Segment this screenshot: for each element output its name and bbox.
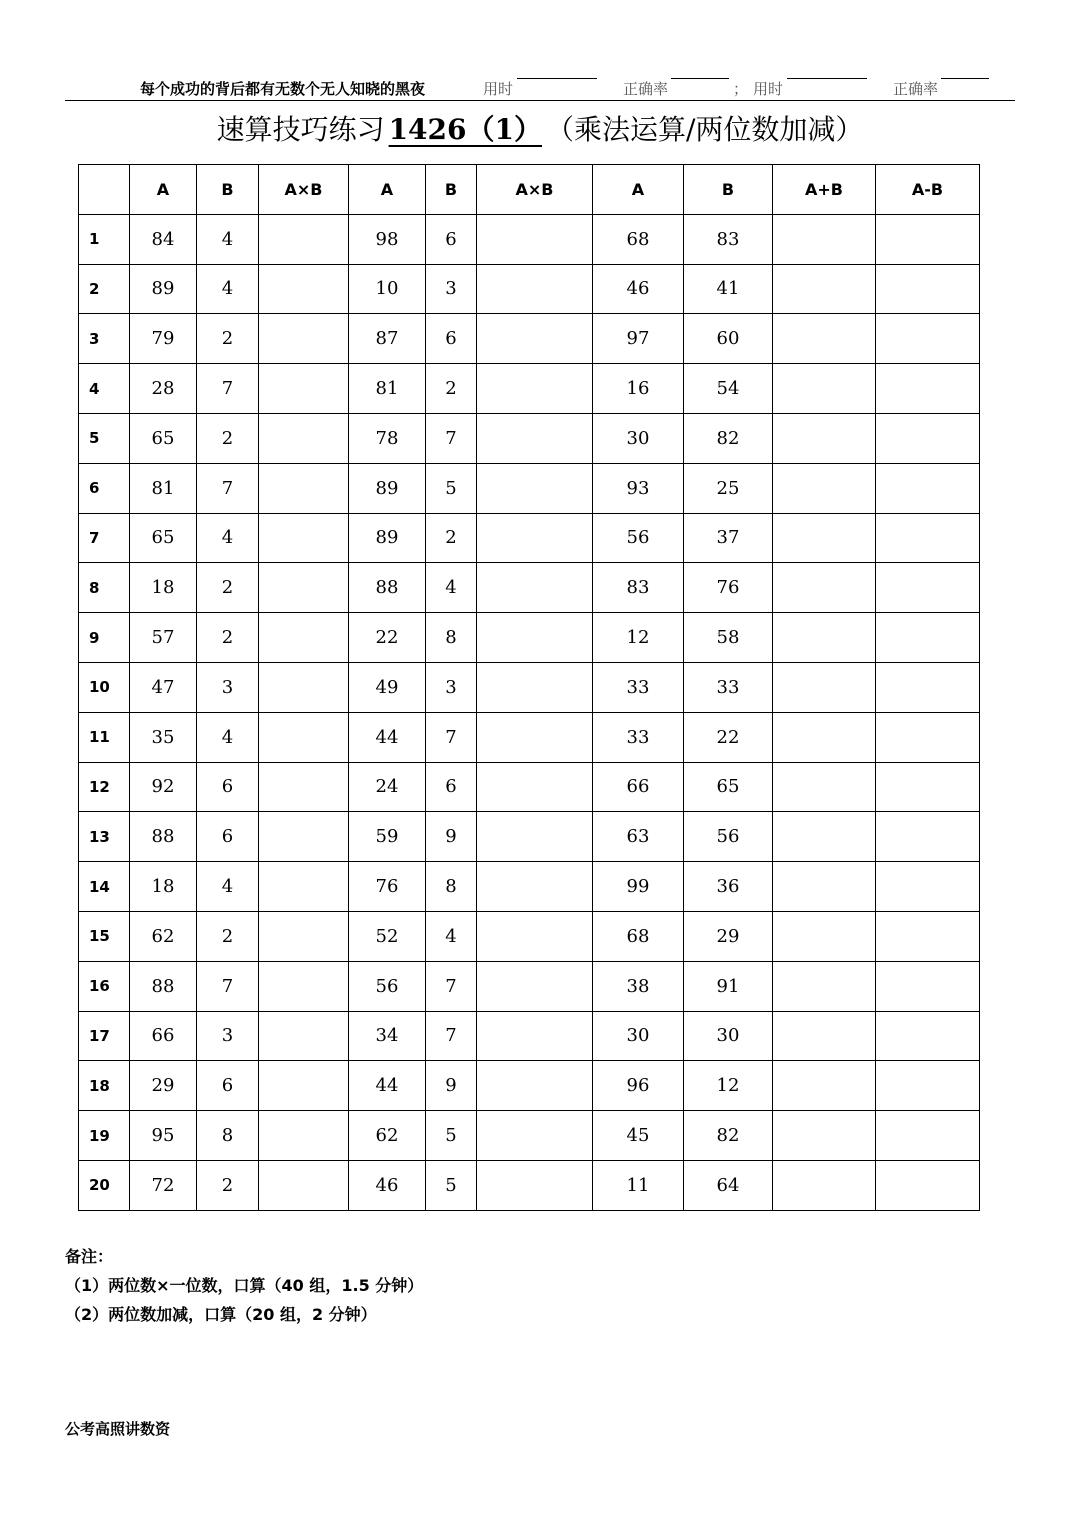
table-row	[79, 1160, 980, 1210]
table-row	[79, 712, 980, 762]
column-header: B	[426, 165, 477, 215]
operand-cell: 4	[197, 214, 259, 264]
operand-cell: 7	[426, 712, 477, 762]
answer-cell[interactable]	[773, 1111, 876, 1161]
column-header: A×B	[477, 165, 593, 215]
operand-cell: 5	[426, 463, 477, 513]
operand-cell: 6	[426, 762, 477, 812]
operand-cell: 87	[349, 314, 426, 364]
answer-cell[interactable]	[477, 613, 593, 663]
answer-cell[interactable]	[477, 1111, 593, 1161]
row-number: 19	[79, 1111, 130, 1161]
operand-cell: 82	[684, 1111, 773, 1161]
operand-cell: 12	[593, 613, 684, 663]
operand-cell: 76	[684, 563, 773, 613]
answer-cell[interactable]	[477, 1061, 593, 1111]
operand-cell: 2	[197, 911, 259, 961]
operand-cell: 72	[130, 1160, 197, 1210]
answer-cell[interactable]	[477, 314, 593, 364]
operand-cell: 4	[426, 563, 477, 613]
answer-cell[interactable]	[876, 961, 980, 1011]
time-label-2: 用时	[753, 80, 784, 98]
table-row	[79, 812, 980, 862]
table-row	[79, 513, 980, 563]
operand-cell: 6	[197, 812, 259, 862]
operand-cell: 6	[197, 762, 259, 812]
operand-cell: 82	[684, 413, 773, 463]
operand-cell: 8	[426, 862, 477, 912]
operand-cell: 56	[349, 961, 426, 1011]
answer-cell[interactable]	[259, 961, 349, 1011]
operand-cell: 2	[197, 413, 259, 463]
answer-cell[interactable]	[876, 662, 980, 712]
answer-cell[interactable]	[773, 513, 876, 563]
answer-cell[interactable]	[773, 214, 876, 264]
answer-cell[interactable]	[876, 1061, 980, 1111]
answer-cell[interactable]	[259, 762, 349, 812]
table-row	[79, 911, 980, 961]
operand-cell: 8	[197, 1111, 259, 1161]
operand-cell: 11	[593, 1160, 684, 1210]
operand-cell: 3	[426, 662, 477, 712]
answer-cell[interactable]	[259, 911, 349, 961]
operand-cell: 79	[130, 314, 197, 364]
column-header: A+B	[773, 165, 876, 215]
operand-cell: 30	[593, 413, 684, 463]
operand-cell: 10	[349, 264, 426, 314]
operand-cell: 30	[593, 1011, 684, 1061]
table-row	[79, 264, 980, 314]
operand-cell: 59	[349, 812, 426, 862]
operand-cell: 7	[197, 364, 259, 414]
operand-cell: 78	[349, 413, 426, 463]
operand-cell: 7	[197, 463, 259, 513]
row-number: 4	[79, 364, 130, 414]
row-number: 10	[79, 662, 130, 712]
operand-cell: 7	[426, 413, 477, 463]
column-header	[79, 165, 130, 215]
row-number: 11	[79, 712, 130, 762]
operand-cell: 3	[197, 662, 259, 712]
footer-text: 公考高照讲数资	[65, 1420, 171, 1438]
operand-cell: 44	[349, 712, 426, 762]
answer-cell[interactable]	[477, 513, 593, 563]
operand-cell: 68	[593, 911, 684, 961]
operand-cell: 84	[130, 214, 197, 264]
accuracy-blank-2[interactable]	[941, 78, 989, 79]
row-number: 3	[79, 314, 130, 364]
table-row	[79, 563, 980, 613]
operand-cell: 56	[684, 812, 773, 862]
operand-cell: 41	[684, 264, 773, 314]
operand-cell: 63	[593, 812, 684, 862]
row-number: 12	[79, 762, 130, 812]
operand-cell: 4	[197, 862, 259, 912]
answer-cell[interactable]	[773, 911, 876, 961]
column-header: A	[593, 165, 684, 215]
row-number: 15	[79, 911, 130, 961]
operand-cell: 49	[349, 662, 426, 712]
row-number: 16	[79, 961, 130, 1011]
operand-cell: 47	[130, 662, 197, 712]
table-row	[79, 364, 980, 414]
notes	[65, 1242, 423, 1329]
answer-cell[interactable]	[259, 264, 349, 314]
operand-cell: 62	[349, 1111, 426, 1161]
operand-cell: 2	[197, 613, 259, 663]
operand-cell: 2	[426, 513, 477, 563]
operand-cell: 89	[349, 513, 426, 563]
operand-cell: 7	[197, 961, 259, 1011]
answer-cell[interactable]	[259, 613, 349, 663]
answer-cell[interactable]	[259, 862, 349, 912]
answer-cell[interactable]	[259, 463, 349, 513]
answer-cell[interactable]	[477, 463, 593, 513]
notes-heading: 备注：	[65, 1247, 114, 1266]
answer-cell[interactable]	[259, 1111, 349, 1161]
operand-cell: 3	[197, 1011, 259, 1061]
operand-cell: 54	[684, 364, 773, 414]
operand-cell: 2	[197, 314, 259, 364]
operand-cell: 98	[349, 214, 426, 264]
answer-cell[interactable]	[876, 762, 980, 812]
operand-cell: 46	[349, 1160, 426, 1210]
operand-cell: 22	[349, 613, 426, 663]
answer-cell[interactable]	[876, 613, 980, 663]
answer-cell[interactable]	[773, 1011, 876, 1061]
operand-cell: 97	[593, 314, 684, 364]
operand-cell: 9	[426, 812, 477, 862]
answer-cell[interactable]	[876, 214, 980, 264]
answer-cell[interactable]	[876, 463, 980, 513]
table-row	[79, 762, 980, 812]
operand-cell: 37	[684, 513, 773, 563]
table-body	[79, 214, 980, 1210]
operand-cell: 6	[426, 314, 477, 364]
operand-cell: 58	[684, 613, 773, 663]
answer-cell[interactable]	[477, 961, 593, 1011]
operand-cell: 95	[130, 1111, 197, 1161]
title-number: 1426（1）	[388, 113, 542, 146]
answer-cell[interactable]	[477, 364, 593, 414]
operand-cell: 16	[593, 364, 684, 414]
answer-cell[interactable]	[773, 712, 876, 762]
row-number: 1	[79, 214, 130, 264]
answer-cell[interactable]	[477, 911, 593, 961]
operand-cell: 25	[684, 463, 773, 513]
row-number: 7	[79, 513, 130, 563]
operand-cell: 88	[130, 961, 197, 1011]
operand-cell: 2	[197, 563, 259, 613]
answer-cell[interactable]	[477, 812, 593, 862]
answer-cell[interactable]	[773, 812, 876, 862]
operand-cell: 89	[130, 264, 197, 314]
table-row	[79, 1011, 980, 1061]
operand-cell: 4	[426, 911, 477, 961]
title-prefix: 速算技巧练习	[216, 113, 385, 146]
accuracy-label-1: 正确率	[623, 80, 669, 98]
column-header: B	[684, 165, 773, 215]
operand-cell: 91	[684, 961, 773, 1011]
answer-cell[interactable]	[259, 712, 349, 762]
column-header: A-B	[876, 165, 980, 215]
operand-cell: 92	[130, 762, 197, 812]
answer-cell[interactable]	[773, 364, 876, 414]
operand-cell: 24	[349, 762, 426, 812]
answer-cell[interactable]	[477, 563, 593, 613]
row-number: 17	[79, 1011, 130, 1061]
operand-cell: 4	[197, 513, 259, 563]
answer-cell[interactable]	[773, 264, 876, 314]
operand-cell: 7	[426, 1011, 477, 1061]
operand-cell: 68	[593, 214, 684, 264]
operand-cell: 66	[593, 762, 684, 812]
answer-cell[interactable]	[876, 812, 980, 862]
answer-cell[interactable]	[477, 662, 593, 712]
operand-cell: 56	[593, 513, 684, 563]
operand-cell: 99	[593, 862, 684, 912]
operand-cell: 76	[349, 862, 426, 912]
operand-cell: 4	[197, 712, 259, 762]
answer-cell[interactable]	[876, 862, 980, 912]
row-number: 14	[79, 862, 130, 912]
answer-cell[interactable]	[259, 1061, 349, 1111]
answer-cell[interactable]	[876, 712, 980, 762]
operand-cell: 6	[197, 1061, 259, 1111]
operand-cell: 44	[349, 1061, 426, 1111]
row-number: 9	[79, 613, 130, 663]
answer-cell[interactable]	[477, 214, 593, 264]
note-line-1: （1）两位数×一位数，口算（40 组，1.5 分钟）	[65, 1276, 424, 1295]
operand-cell: 89	[349, 463, 426, 513]
operand-cell: 36	[684, 862, 773, 912]
time-blank-2[interactable]	[787, 78, 867, 79]
table-row	[79, 613, 980, 663]
operand-cell: 34	[349, 1011, 426, 1061]
operand-cell: 88	[130, 812, 197, 862]
operand-cell: 83	[593, 563, 684, 613]
answer-cell[interactable]	[876, 413, 980, 463]
answer-cell[interactable]	[876, 513, 980, 563]
title-suffix: （乘法运算/两位数加减）	[546, 113, 864, 146]
table-row	[79, 214, 980, 264]
operand-cell: 38	[593, 961, 684, 1011]
accuracy-label-2: 正确率	[893, 80, 939, 98]
answer-cell[interactable]	[259, 364, 349, 414]
answer-cell[interactable]	[876, 364, 980, 414]
answer-cell[interactable]	[259, 1011, 349, 1061]
table-row	[79, 862, 980, 912]
answer-cell[interactable]	[477, 862, 593, 912]
operand-cell: 33	[684, 662, 773, 712]
answer-cell[interactable]	[876, 911, 980, 961]
answer-cell[interactable]	[477, 413, 593, 463]
answer-cell[interactable]	[773, 314, 876, 364]
operand-cell: 5	[426, 1160, 477, 1210]
row-number: 5	[79, 413, 130, 463]
answer-cell[interactable]	[259, 314, 349, 364]
operand-cell: 18	[130, 563, 197, 613]
operand-cell: 6	[426, 214, 477, 264]
operand-cell: 2	[426, 364, 477, 414]
practice-table	[78, 164, 980, 1211]
accuracy-blank-1[interactable]	[671, 78, 729, 79]
operand-cell: 28	[130, 364, 197, 414]
answer-cell[interactable]	[773, 563, 876, 613]
answer-cell[interactable]	[773, 862, 876, 912]
answer-cell[interactable]	[876, 1011, 980, 1061]
operand-cell: 35	[130, 712, 197, 762]
answer-cell[interactable]	[259, 1160, 349, 1210]
answer-cell[interactable]	[773, 1061, 876, 1111]
operand-cell: 22	[684, 712, 773, 762]
answer-cell[interactable]	[259, 662, 349, 712]
operand-cell: 7	[426, 961, 477, 1011]
operand-cell: 60	[684, 314, 773, 364]
row-number: 13	[79, 812, 130, 862]
operand-cell: 8	[426, 613, 477, 663]
answer-cell[interactable]	[477, 1160, 593, 1210]
operand-cell: 12	[684, 1061, 773, 1111]
column-header: B	[197, 165, 259, 215]
answer-cell[interactable]	[876, 1160, 980, 1210]
row-number: 8	[79, 563, 130, 613]
answer-cell[interactable]	[259, 513, 349, 563]
table-row	[79, 314, 980, 364]
operand-cell: 45	[593, 1111, 684, 1161]
table-row	[79, 1111, 980, 1161]
answer-cell[interactable]	[477, 1011, 593, 1061]
header-line	[65, 76, 1015, 101]
operand-cell: 52	[349, 911, 426, 961]
answer-cell[interactable]	[773, 662, 876, 712]
operand-cell: 96	[593, 1061, 684, 1111]
answer-cell[interactable]	[773, 413, 876, 463]
answer-cell[interactable]	[773, 961, 876, 1011]
operand-cell: 29	[684, 911, 773, 961]
answer-cell[interactable]	[773, 1160, 876, 1210]
operand-cell: 62	[130, 911, 197, 961]
answer-cell[interactable]	[773, 762, 876, 812]
answer-cell[interactable]	[477, 762, 593, 812]
operand-cell: 9	[426, 1061, 477, 1111]
operand-cell: 81	[349, 364, 426, 414]
note-line-2: （2）两位数加减，口算（20 组，2 分钟）	[65, 1305, 377, 1324]
motto: 每个成功的背后都有无数个无人知晓的黑夜	[140, 80, 426, 98]
operand-cell: 65	[130, 413, 197, 463]
answer-cell[interactable]	[876, 314, 980, 364]
answer-cell[interactable]	[477, 264, 593, 314]
answer-cell[interactable]	[773, 613, 876, 663]
table-row	[79, 662, 980, 712]
answer-cell[interactable]	[876, 264, 980, 314]
operand-cell: 33	[593, 712, 684, 762]
time-label-1: 用时	[483, 80, 514, 98]
table-row	[79, 1061, 980, 1111]
operand-cell: 5	[426, 1111, 477, 1161]
column-header: A×B	[259, 165, 349, 215]
operand-cell: 64	[684, 1160, 773, 1210]
table-header-row	[79, 165, 980, 215]
answer-cell[interactable]	[773, 463, 876, 513]
answer-cell[interactable]	[259, 214, 349, 264]
answer-cell[interactable]	[876, 563, 980, 613]
row-number: 6	[79, 463, 130, 513]
row-number: 2	[79, 264, 130, 314]
operand-cell: 93	[593, 463, 684, 513]
answer-cell[interactable]	[259, 413, 349, 463]
row-number: 18	[79, 1061, 130, 1111]
operand-cell: 3	[426, 264, 477, 314]
table-row	[79, 463, 980, 513]
operand-cell: 65	[684, 762, 773, 812]
operand-cell: 57	[130, 613, 197, 663]
answer-cell[interactable]	[876, 1111, 980, 1161]
column-header: A	[349, 165, 426, 215]
operand-cell: 29	[130, 1061, 197, 1111]
operand-cell: 2	[197, 1160, 259, 1210]
header-separator: ；	[733, 80, 749, 98]
operand-cell: 33	[593, 662, 684, 712]
table-row	[79, 961, 980, 1011]
answer-cell[interactable]	[477, 712, 593, 762]
page-title	[0, 108, 1080, 148]
table-row	[79, 413, 980, 463]
operand-cell: 65	[130, 513, 197, 563]
answer-cell[interactable]	[259, 812, 349, 862]
operand-cell: 30	[684, 1011, 773, 1061]
operand-cell: 88	[349, 563, 426, 613]
operand-cell: 4	[197, 264, 259, 314]
operand-cell: 18	[130, 862, 197, 912]
operand-cell: 46	[593, 264, 684, 314]
operand-cell: 66	[130, 1011, 197, 1061]
answer-cell[interactable]	[259, 563, 349, 613]
operand-cell: 81	[130, 463, 197, 513]
time-blank-1[interactable]	[517, 78, 597, 79]
column-header: A	[130, 165, 197, 215]
row-number: 20	[79, 1160, 130, 1210]
operand-cell: 83	[684, 214, 773, 264]
